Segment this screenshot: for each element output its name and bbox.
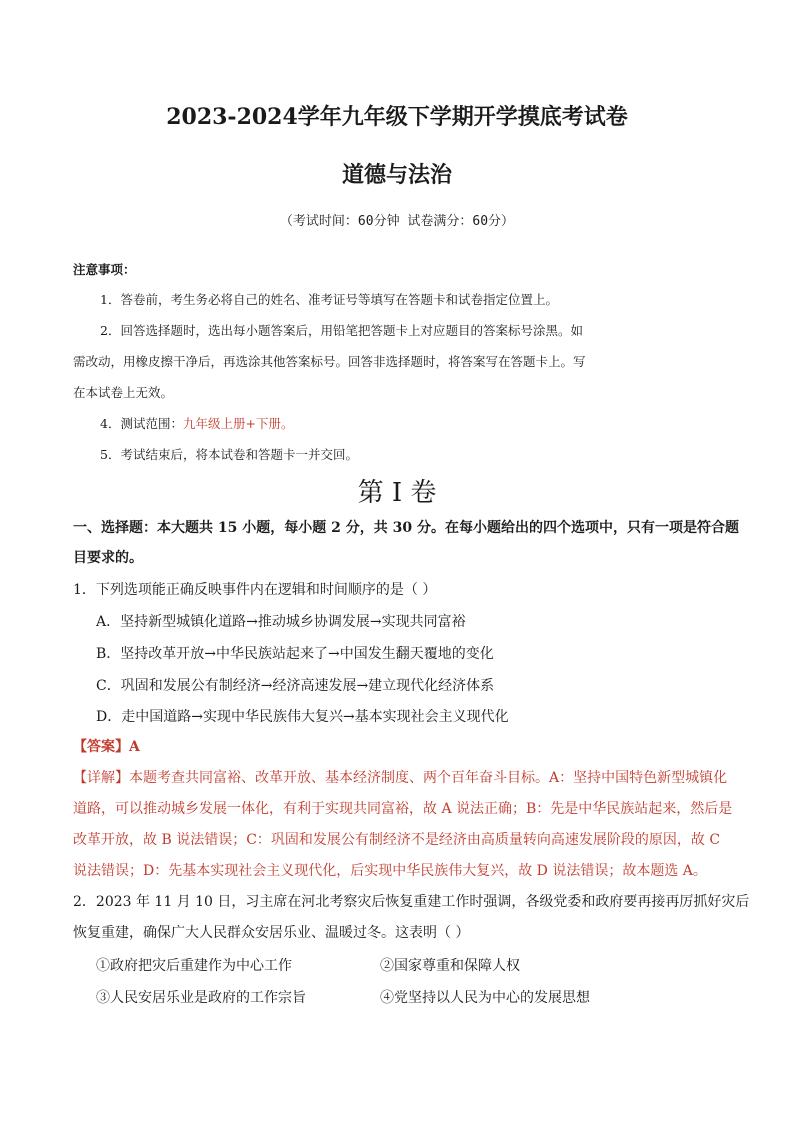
question-2-choice-3: ③人民安居乐业是政府的工作宗旨: [96, 990, 306, 1006]
notes-item-5: 5．考试结束后，将本试卷和答题卡一并交回。: [100, 447, 358, 462]
question-1-explanation-4: 说法错误；D：先基本实现社会主义现代化，后实现中华民族伟大复兴，故 D 说法错误；故本题选 A。: [73, 863, 707, 879]
notes-item-2-cont: 需改动，用橡皮擦干净后，再选涂其他答案标号。回答非选择题时，将答案写在答题卡上。写: [73, 354, 586, 369]
exam-title: 2023-2024学年九年级下学期开学摸底考试卷: [166, 104, 628, 130]
section-instructions-2: 目要求的。: [73, 550, 143, 566]
question-1-option-b: B．坚持改革开放→中华民族站起来了→中国发生翻天覆地的变化: [96, 646, 494, 662]
question-1-option-a: A．坚持新型城镇化道路→推动城乡协调发展→实现共同富裕: [96, 614, 466, 630]
question-1-explanation-3: 改革开放，故 B 说法错误；C：巩固和发展公有制经济不是经济由高质量转向高速发展阶段的原因，故 C: [73, 832, 721, 848]
question-2-choice-1: ①政府把灾后重建作为中心工作: [96, 958, 292, 974]
section-title: 第 I 卷: [357, 478, 437, 508]
question-1-option-d: D．走中国道路→实现中华民族伟大复兴→基本实现社会主义现代化: [96, 709, 509, 725]
notes-item-2-end: 在本试卷上无效。: [73, 385, 174, 400]
question-1-option-c: C．巩固和发展公有制经济→经济高速发展→建立现代化经济体系: [96, 678, 495, 694]
notes-item-4-label: 4．测试范围：: [100, 416, 183, 431]
notes-item-4: [100, 414, 293, 434]
question-2-stem-2: 恢复重建，确保广大人民群众安居乐业、温暖过冬。这表明（ ）: [73, 925, 470, 941]
subject-title: 道德与法治: [341, 162, 452, 188]
question-1-explanation-2: 道路，可以推动城乡发展一体化，有利于实现共同富裕，故 A 说法正确；B：先是中华民族站起来，然后是: [73, 801, 733, 817]
notes-item-1: 1．答卷前，考生务必将自己的姓名、准考证号等填写在答题卡和试卷指定位置上。: [100, 292, 558, 307]
notes-heading: 注意事项：: [73, 262, 136, 277]
question-2-choice-4: ④党坚持以人民为中心的发展思想: [380, 990, 590, 1006]
question-1-answer: 【答案】A: [73, 739, 140, 755]
notes-item-2: 2．回答选择题时，选出每小题答案后，用铅笔把答题卡上对应题目的答案标号涂黑。如: [100, 323, 583, 338]
question-2-stem-1: 2．2023 年 11 月 10 日，习主席在河北考察灾后恢复重建工作时强调，各级党委和政府要再接再厉抓好灾后: [73, 894, 750, 910]
question-1-stem: 1．下列选项能正确反映事件内在逻辑和时间顺序的是（ ）: [73, 582, 437, 598]
test-scope: 九年级上册+下册。: [182, 416, 294, 431]
section-instructions-1: 一、选择题：本大题共 15 小题，每小题 2 分，共 30 分。在每小题给出的四个选项中，只有一项是符合题: [73, 520, 739, 536]
question-1-explanation-1: 【详解】本题考查共同富裕、改革开放、基本经济制度、两个百年奋斗目标。A：坚持中国特色新型城镇化: [73, 770, 728, 786]
exam-info: （考试时间：60分钟 试卷满分：60分）: [279, 214, 515, 229]
question-2-choice-2: ②国家尊重和保障人权: [380, 958, 520, 974]
